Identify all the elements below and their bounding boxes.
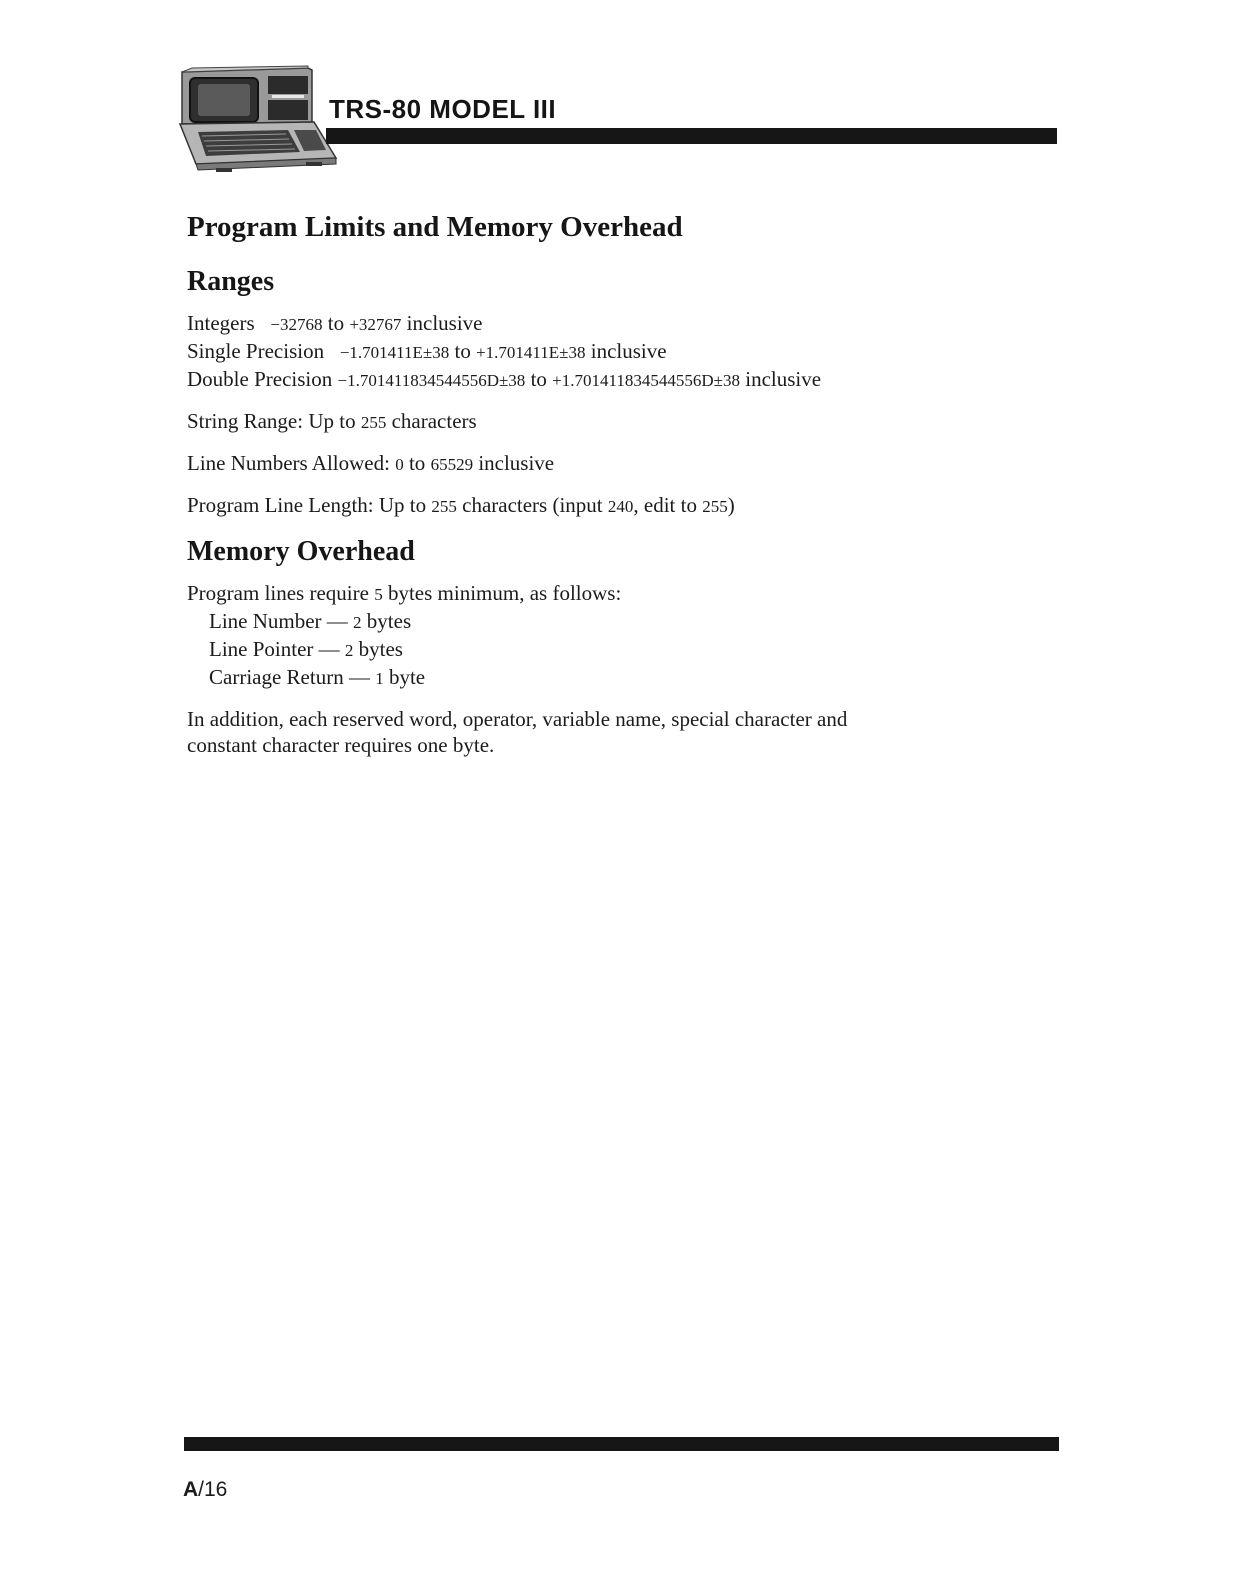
intro-pre: Program lines require — [187, 581, 369, 605]
line-numbers-high: 65529 — [430, 455, 474, 474]
trs80-computer-icon — [176, 64, 341, 176]
intro-post: bytes minimum, as follows: — [387, 581, 622, 605]
page-number-suffix: /16 — [198, 1478, 228, 1501]
ranges-heading: Ranges — [187, 266, 275, 297]
item-unit: bytes — [366, 609, 412, 633]
ranges-row-integers — [187, 310, 1087, 338]
line-length-value: 255 — [431, 497, 457, 516]
range-to: to — [454, 339, 471, 363]
line-length-edit-label: , edit to — [633, 493, 697, 517]
line-numbers-to: to — [408, 451, 426, 475]
manual-header-title: TRS-80 MODEL III — [329, 94, 557, 124]
ranges-list — [187, 310, 1087, 394]
addition-line-2: constant character requires one byte. — [187, 733, 495, 757]
range-label: Integers — [187, 311, 255, 335]
list-item — [187, 636, 1087, 664]
line-numbers-low: 0 — [395, 455, 404, 474]
memory-overhead-list — [187, 580, 1087, 692]
range-to: to — [530, 367, 547, 391]
ranges-row-double-precision — [187, 366, 1087, 394]
list-item — [187, 608, 1087, 636]
range-to: to — [327, 311, 345, 335]
program-line-length — [187, 492, 1087, 520]
item-value: 2 — [353, 613, 362, 632]
page-content — [187, 208, 1087, 758]
range-suffix: inclusive — [406, 311, 483, 335]
list-item — [187, 664, 1087, 692]
range-low: −1.701411E±38 — [339, 343, 450, 362]
range-suffix: inclusive — [745, 367, 822, 391]
item-label: Carriage Return — — [209, 665, 370, 689]
range-low: −32768 — [270, 315, 323, 334]
page-number-prefix: A — [183, 1478, 199, 1501]
range-high: +1.701411834544556D±38 — [552, 371, 740, 390]
item-unit: bytes — [358, 637, 403, 661]
range-label: Double Precision — [187, 367, 333, 391]
range-high: +32767 — [349, 315, 402, 334]
footer-divider — [184, 1437, 1059, 1451]
range-low: −1.701411834544556D±38 — [337, 371, 526, 390]
string-range-suffix: characters — [391, 409, 477, 433]
intro-value: 5 — [374, 585, 383, 604]
line-length-input: 240 — [607, 497, 634, 516]
addition-line-1: In addition, each reserved word, operator, variable name, special character and — [187, 707, 848, 731]
item-label: Line Number — — [209, 609, 348, 633]
page-title: Program Limits and Memory Overhead — [187, 211, 683, 243]
memory-overhead-heading: Memory Overhead — [187, 536, 415, 567]
string-range-label: String Range: Up to — [187, 409, 356, 433]
item-value: 1 — [375, 669, 384, 688]
range-high: +1.701411E±38 — [476, 343, 586, 362]
line-numbers-suffix: inclusive — [478, 451, 555, 475]
memory-overhead-intro — [187, 580, 1087, 608]
ranges-row-single-precision — [187, 338, 1087, 366]
string-range — [187, 408, 1087, 436]
line-length-close: ) — [727, 493, 735, 517]
addition-paragraph — [187, 706, 1087, 758]
line-numbers-label: Line Numbers Allowed: — [187, 451, 390, 475]
item-label: Line Pointer — — [209, 637, 340, 661]
header-divider — [326, 128, 1057, 144]
line-length-edit: 255 — [702, 497, 728, 516]
line-numbers-allowed — [187, 450, 1087, 478]
range-label: Single Precision — [187, 339, 325, 363]
page-number — [183, 1477, 227, 1503]
item-value: 2 — [344, 641, 354, 660]
line-length-label: Program Line Length: Up to — [187, 493, 427, 517]
range-suffix: inclusive — [590, 339, 667, 363]
item-unit: byte — [388, 665, 426, 689]
string-range-value: 255 — [360, 413, 387, 432]
line-length-mid: characters (input — [462, 493, 603, 517]
